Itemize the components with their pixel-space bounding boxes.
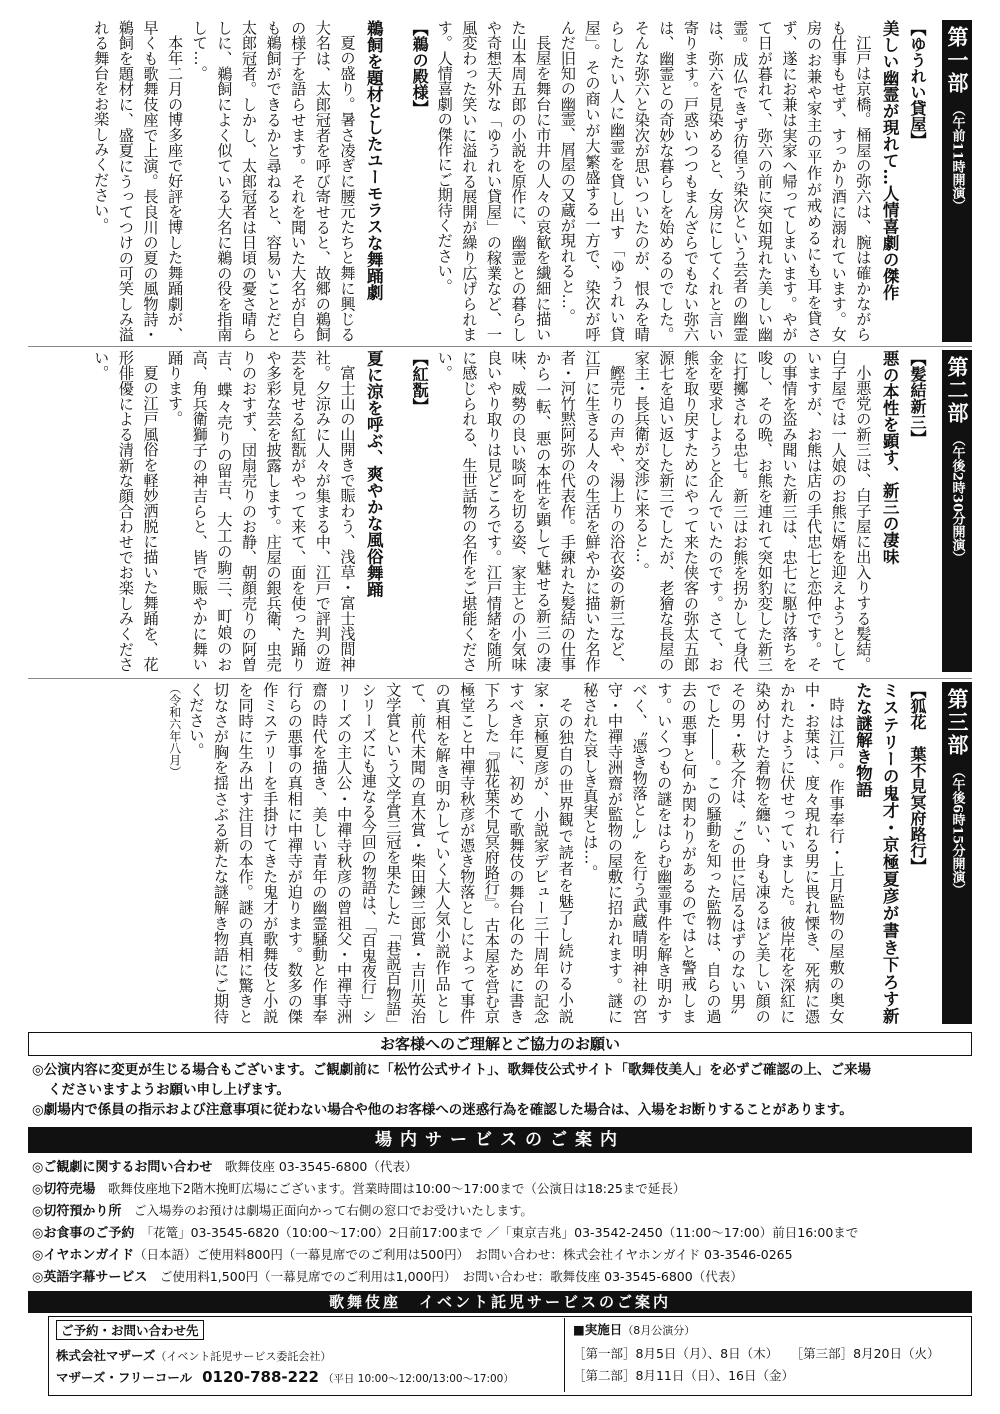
event-dates-note: （8月公演分）: [622, 1324, 696, 1337]
event-contact: [56, 1318, 546, 1392]
service-text: ご使用料1,500円（一幕見席でのご利用は1,000円） お問い合わせ：歌舞伎座 03-3545-6800（代表）: [159, 1269, 743, 1284]
event-company: 株式会社マザーズ: [56, 1348, 156, 1363]
notice-title: お客様へのご理解とご協力のお願い: [28, 1032, 972, 1056]
part2-label-bar: [942, 350, 972, 672]
service-label: ◎切符預かり所: [32, 1204, 122, 1219]
part3-paragraph: 時は江戸。作事奉行・上月監物の屋敷の奥女中・お葉は、度々現れる男に畏れ慄き、死病に憑かれたように伏せっていました。彼岸花を深紅に染め付けた着物を纏い、身も凍るほど美しい顔のその男・萩之介は、〝この世に居るはずのない男〟でした――。この騒動を知った監物は、自らの過去の悪事と何か関わりがあるのではと警戒します。いくつもの謎をはらむ幽霊事件を解き明かすべく、〝憑き物落とし〟を行う武蔵晴明神社の宮守・中禪寺洲齋が監物の屋敷に招かれます。謎に秘された哀しき真実とは…。: [581, 682, 846, 1024]
divider: [28, 678, 972, 679]
part3-time: （午後6時15分開演）: [949, 765, 965, 897]
part1-label-bar: [942, 20, 972, 342]
event-company-note: （イベント託児サービス委託会社）: [155, 1350, 332, 1363]
event-title: 歌舞伎座 イベント託児サービスのご案内: [28, 1291, 972, 1313]
service-text: 歌舞伎座地下2階木挽町広場にございます。営業時間は10:00～17:00まで（公演日は18:25まで延長）: [107, 1181, 686, 1196]
part2-time: （午後2時30分開演）: [949, 433, 965, 565]
part1-section: [28, 20, 972, 342]
part1-title-2: 【鵜の殿様】: [410, 20, 430, 116]
service-label: ◎ご観劇に関するお問い合わせ: [32, 1160, 213, 1175]
services-title: 場内サービスのご案内: [28, 1127, 972, 1153]
part1-paragraph: 江戸は京橋。桶屋の弥六は、腕は確かながらも仕事もせず、すっかり酒に溺れています。女房のお兼や家主の平作が戒めるにも耳を貸さず、遂にお兼は実家へ帰ってしまいます。やがて日が暮れて、弥六の前に突如現れた美しい幽霊。成仏できず彷徨う染次という芸者の幽霊は、弥六を見染めると、女房にしてくれと言い寄ります。戸惑いつつもまんざらでもない弥六は、幽霊との奇妙な暮らしを始めるのでした。そんな弥六と染次が思いついたのが、恨みを晴らしたい人に幽霊を貸し出す「ゆうれい貸屋」。その商いが大繁盛する一方で、染次が呼んだ旧知の幽霊、屑屋の又蔵が現れると…。: [558, 20, 873, 342]
service-label: ◎切符売場: [32, 1182, 96, 1197]
part3-subtitle: ミステリーの鬼才・京極夏彦が書き下ろす新たな謎解き物語: [853, 682, 900, 1024]
part2-title-2: 【紅翫】: [410, 350, 430, 414]
event-date-part3: ［第三部］8月20日（火）: [796, 1346, 940, 1361]
part3-label-bar: [942, 682, 972, 1024]
notice-line: くださいますようお願い申し上げます。: [48, 1082, 290, 1098]
part3-date: （令和六年八月）: [167, 682, 182, 778]
event-freecall-hours: （平日 10:00～12:00/13:00～17:00）: [322, 1373, 514, 1385]
service-text: 歌舞伎座 03-3545-6800（代表）: [224, 1159, 418, 1174]
service-row: [32, 1246, 793, 1265]
service-row: [32, 1268, 743, 1287]
part3-label: 第三部: [945, 688, 970, 757]
part1-paragraph: 本年二月の博多座で好評を博した舞踊劇が、早くも歌舞伎座で上演。長良川の夏の風物詩・鵜飼を題材に、盛夏にうってつけの可笑しみ溢れる舞台をお楽しみください。: [92, 20, 185, 342]
service-label: ◎英語字幕サービス: [32, 1270, 148, 1285]
service-text: ご入場券のお預けは劇場正面向かって右側の窓口でお受けいたします。: [133, 1203, 533, 1218]
event-date-part2: ［第二部］8月11日（日）、16日（金）: [573, 1368, 795, 1383]
service-text: （日本語）ご使用料800円（一幕見席でのご利用は500円） お問い合わせ：株式会社イヤホンガイド 03-3546-0265: [133, 1247, 793, 1262]
part1-title: 【ゆうれい貸屋】: [908, 20, 927, 148]
part1-body: [28, 20, 930, 342]
service-row: [32, 1158, 417, 1177]
divider: [28, 346, 972, 347]
part1-paragraph: 長屋を舞台に市井の人々の哀歓を繊細に描いた山本周五郎の小説を原作に、幽霊との暮らしや奇想天外な「ゆうれい貸屋」の稼業など、一風変わった笑いに溢れる展開が繰り広げられます。人情喜劇の傑作にご期待ください。: [435, 20, 553, 342]
part2-subtitle-2: 夏に涼を呼ぶ、爽やかな風俗舞踊: [364, 350, 384, 598]
event-contact-tag: ご予約・お問い合わせ先: [56, 1320, 204, 1340]
service-row: [32, 1224, 858, 1243]
event-freecall-label: マザーズ・フリーコール: [56, 1370, 193, 1385]
part2-section: [28, 350, 972, 672]
part3-section: [28, 682, 972, 1024]
part1-paragraph: 夏の盛り。暑さ凌ぎに腰元たちと舞に興じる大名は、太郎冠者を呼び寄せると、故郷の鵜飼の様子を語らせます。それを聞いた大名が自らも鵜飼ができるかと尋ねると、容易いことだと太郎冠者。しかし、太郎冠者は日頃の憂さ晴らしに、鵜飼によく似ている大名に鵜の役を指南して…。: [190, 20, 357, 342]
service-label: ◎イヤホンガイド: [32, 1248, 134, 1263]
notice-line: ◎公演内容に変更が生じる場合もございます。ご観劇前に「松竹公式サイト」、歌舞伎公式サイト「歌舞伎美人」を必ずご確認の上、ご来場: [32, 1062, 872, 1078]
event-freecall-number[interactable]: 0120-788-222: [202, 1368, 319, 1386]
part2-paragraph: 鰹売りの声や、湯上りの浴衣姿の新三など、江戸に生きる人々の生活を鮮やかに描いた名作者・河竹黙阿弥の代表作。手練れた髪結の仕事から一転、悪の本性を顕して魅せる新三の凄味、威勢の良い啖呵を切る姿、家主との小気味良いやり取りは見どころです。江戸情緒を随所に感じられる、生世話物の名作をご堪能ください。: [435, 350, 627, 672]
part3-body: [28, 682, 930, 1024]
part1-time: （午前11時開演）: [949, 103, 965, 213]
event-dates: [564, 1318, 972, 1392]
part2-label: 第二部: [945, 356, 970, 425]
service-row: [32, 1180, 685, 1199]
event-date-part1: ［第一部］8月5日（月）、8日（木）: [573, 1346, 772, 1361]
part1-subtitle-2: 鵜飼を題材としたユーモラスな舞踊劇: [364, 20, 384, 301]
part2-paragraph: 小悪党の新三は、白子屋に出入りする髪結。白子屋では一人娘のお熊に婿を迎えようとしていますが、お熊は店の手代忠七と恋仲です。その事情を盗み聞いた新三は、忠七に駆け落ちを唆し、その晩、お熊を連れて突如豹変した新三に打擲される忠七。新三はお熊を拐かして身代金を要求しようと企んでいたのです。さて、お熊を取り戻すためにやって来た侠客の弥太五郎源七を追い返した新三でしたが、老獪な長屋の家主・長兵衛が交渉に来ると…。: [632, 350, 873, 672]
part1-subtitle: 美しい幽霊が現れて…人情喜劇の傑作: [880, 20, 900, 301]
part3-paragraph: その独自の世界観で読者を魅了し続ける小説家・京極夏彦が、小説家デビュー三十周年の記念すべき年に、初めて歌舞伎の舞台化のために書き下ろした『狐花葉不見冥府路行』。古本屋を営む京極堂こと中禪寺秋彦が憑き物落としによって事件の真相を解き明かしていく大人気小説作品として、前代未聞の直木賞・柴田錬三郎賞・吉川英治文学賞という文学賞三冠を果たした「巷説百物語」シリーズにも連なる今回の物語は、「百鬼夜行」シリーズの主人公・中禪寺秋彦の曾祖父・中禪寺洲齋の時代を描き、美しい青年の幽霊騒動と作事奉行らの悪事の真相に中禪寺が迫ります。数多の傑作ミステリーを手掛けてきた鬼才が歌舞伎と小説を同時に生み出す注目の本作。謎の真相に驚きと切なさが胸を揺さぶる新たな謎解き物語にご期待ください。: [187, 682, 575, 1024]
notice-line: ◎劇場内で係員の指示および注意事項に従わない場合や他のお客様への迷惑行為を確認した場合は、入場をお断りすることがあります。: [32, 1102, 853, 1118]
part2-subtitle: 悪の本性を顕す、新三の凄味: [880, 350, 900, 565]
event-dates-title: ■実施日: [573, 1322, 623, 1337]
part2-paragraph: 富士山の山開きで賑わう、浅草・富士浅間神社。夕涼みに人々が集まる中、江戸で評判の遊芸を見せる紅翫がやって来て、面を使った踊りや多彩な芸を披露します。庄屋の銀兵衛、虫売りのおすず、団扇売りのお静、朝顔売りの阿曽吉、蝶々売りの留吉、大工の駒三、町娘のお高、角兵衛獅子の神吉らと、皆で賑やかに舞い踊ります。: [166, 350, 357, 672]
service-label: ◎お食事のご予約: [32, 1226, 135, 1241]
part2-paragraph: 夏の江戸風俗を軽妙洒脱に描いた舞踊を、花形俳優による清新な顔合わせでお楽しみください。: [92, 350, 160, 672]
part2-body: [28, 350, 930, 672]
part3-title: 【狐花 葉不見冥府路行】: [908, 682, 927, 874]
service-text: 「花篭」03-3545-6820（10:00～17:00）2日前17:00まで ／「東京吉兆」03-3542-2450（11:00～17:00）前日16:00まで: [146, 1225, 859, 1240]
part1-label: 第一部: [945, 26, 970, 95]
service-row: [32, 1202, 533, 1221]
part2-title: 【髪結新三】: [908, 350, 927, 446]
